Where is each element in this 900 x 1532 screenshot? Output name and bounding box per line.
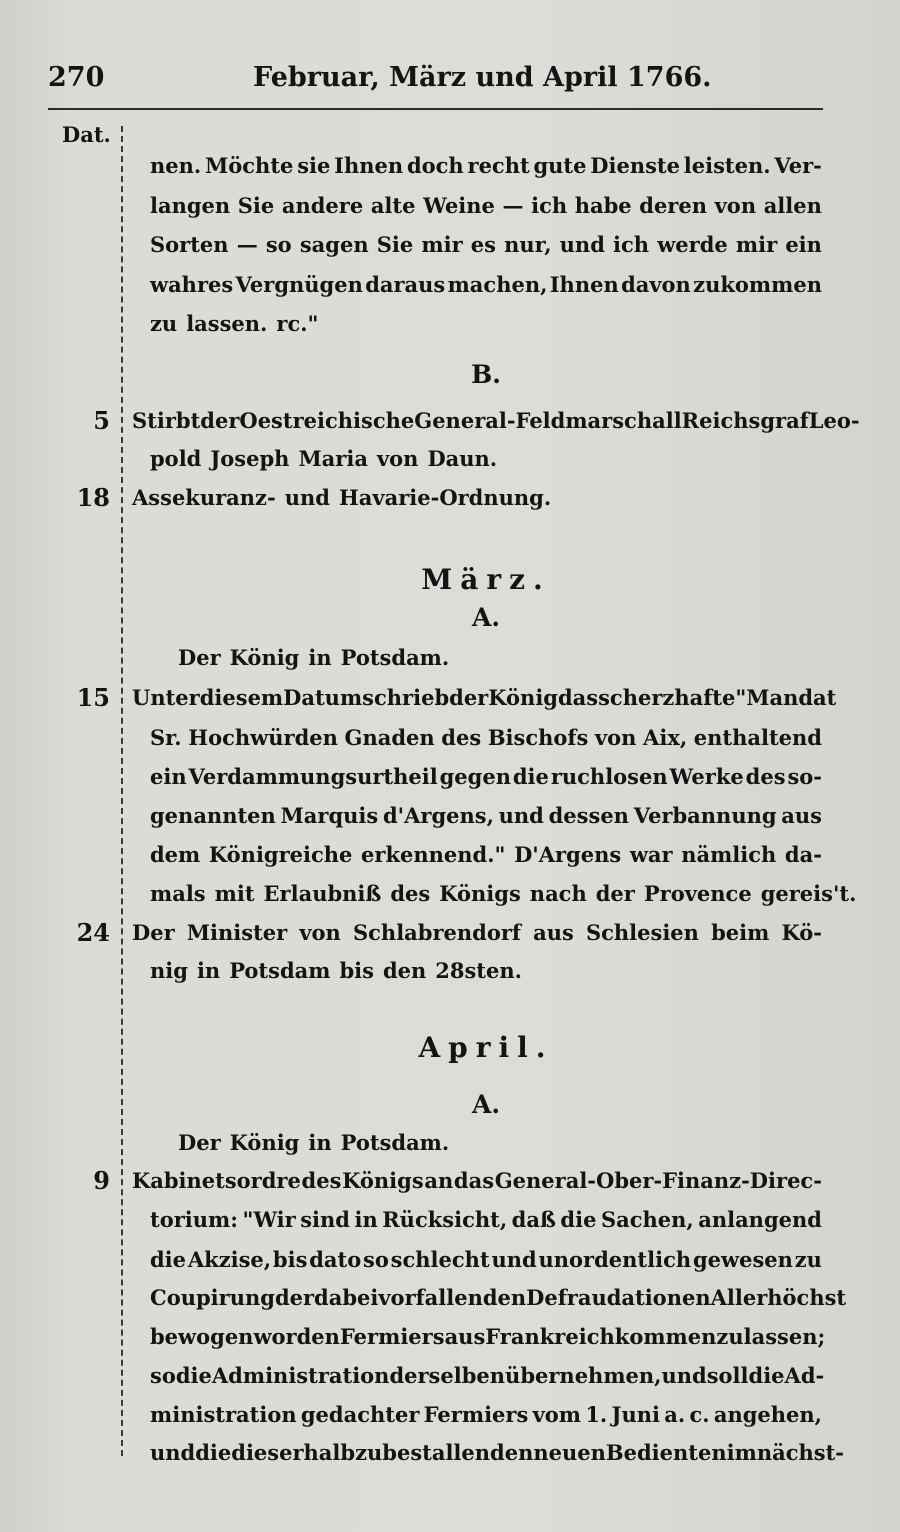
word: so [265, 232, 292, 257]
word: nächst- [756, 1440, 844, 1465]
word: Kabinetsordre [132, 1168, 301, 1193]
word: Akzise, [187, 1247, 272, 1272]
word: mir [735, 232, 778, 257]
text-line [150, 272, 822, 310]
page-header [48, 62, 828, 102]
word: c. [689, 1402, 710, 1427]
section-heading: A. [471, 1090, 501, 1119]
word: Bedienten [605, 1440, 727, 1465]
text-line [150, 725, 822, 763]
word: des [745, 764, 786, 789]
word: Der [178, 645, 221, 670]
word: a. [664, 1402, 686, 1427]
word: Erlaubniß [263, 881, 382, 906]
word: anlangend [698, 1207, 822, 1232]
word: den [382, 958, 427, 983]
text-line [150, 842, 822, 880]
word: torium: [150, 1207, 238, 1232]
text-line [150, 311, 822, 349]
word: Joseph [210, 446, 290, 471]
word: pold [150, 446, 202, 471]
word: die [175, 1363, 212, 1388]
text-line [150, 1207, 822, 1245]
word: gedachter [300, 1402, 420, 1427]
word: des [441, 725, 482, 750]
word: Schlabrendorf [352, 920, 521, 945]
word: König [488, 685, 558, 710]
word: das [557, 685, 599, 710]
word: schrieb [362, 685, 450, 710]
word: rc." [276, 311, 319, 336]
word: war [629, 842, 673, 867]
word: Daun. [427, 446, 498, 471]
word: neuen [533, 1440, 606, 1465]
word: Ad- [784, 1363, 825, 1388]
word: Gnaden [344, 725, 435, 750]
running-title: Februar, März und April 1766. [253, 62, 712, 93]
word: Verbannung [633, 803, 777, 828]
word: Sr. [150, 725, 182, 750]
word: von [299, 920, 341, 945]
word: das [453, 1168, 495, 1193]
date-marker: 5 [93, 406, 110, 435]
word: Ver- [774, 153, 822, 178]
word: es [470, 232, 496, 257]
word: aus [533, 920, 574, 945]
word: Oestreichische [239, 408, 415, 433]
word: ich [531, 193, 568, 218]
word: daraus [365, 272, 446, 297]
header-rule [48, 108, 823, 110]
word: von [594, 725, 637, 750]
date-marker: 18 [76, 483, 110, 512]
word: Der [178, 1130, 221, 1155]
word: unordentlich [538, 1247, 692, 1272]
word: König [229, 1130, 300, 1155]
word: da- [784, 842, 822, 867]
word: König [229, 645, 300, 670]
word: bestallenden [382, 1440, 534, 1465]
word: sagen [299, 232, 369, 257]
word: gereis't. [760, 881, 857, 906]
word: ruchlosen [550, 764, 668, 789]
word: Schlesien [585, 920, 699, 945]
word: "Wir [242, 1207, 296, 1232]
word: D'Argens [514, 842, 622, 867]
word: die [560, 1207, 597, 1232]
word: des [390, 881, 431, 906]
word: recht [467, 153, 530, 178]
text-line [150, 1285, 847, 1323]
word: der [449, 685, 489, 710]
word: des [301, 1168, 342, 1193]
word: angehen, [713, 1402, 822, 1427]
text-line [178, 645, 822, 683]
text-line [150, 153, 822, 191]
word: und [559, 232, 605, 257]
word: scherzhafte [598, 685, 736, 710]
word: andere [281, 193, 364, 218]
word: lassen; [743, 1324, 826, 1349]
word: Unter [132, 685, 200, 710]
word: Administration [211, 1363, 390, 1388]
word: von [376, 446, 419, 471]
word: gewesen [692, 1247, 793, 1272]
text-line [150, 1324, 826, 1362]
word: Fermiers [339, 1324, 445, 1349]
word: Frankreich [485, 1324, 615, 1349]
word: die [150, 1247, 187, 1272]
section-heading: April. [418, 1031, 554, 1064]
word: in [354, 1207, 378, 1232]
word: Kö- [781, 920, 822, 945]
word: der [274, 1285, 315, 1310]
word: genannten [150, 803, 276, 828]
date-marker: 9 [93, 1166, 110, 1195]
word: mit [214, 881, 255, 906]
word: Sachen, [600, 1207, 694, 1232]
word: Hochwürden [188, 725, 338, 750]
text-line [178, 1130, 822, 1168]
word: mals [150, 881, 206, 906]
word: nur, [504, 232, 552, 257]
word: und [491, 1247, 537, 1272]
word: in [308, 1130, 332, 1155]
word: Werke [669, 764, 744, 789]
word: nach [529, 881, 587, 906]
word: übernehmen, [505, 1363, 662, 1388]
word: Königs [342, 1168, 424, 1193]
word: — [236, 232, 258, 257]
word: machen, [447, 272, 548, 297]
word: so [150, 1363, 176, 1388]
word: 1. [585, 1402, 608, 1427]
word: schlecht [390, 1247, 490, 1272]
word: Sie [237, 193, 275, 218]
word: der [595, 881, 635, 906]
word: langen [150, 193, 231, 218]
word: Weine [423, 193, 495, 218]
text-line [150, 193, 822, 231]
word: bewogen [150, 1324, 254, 1349]
word: Verdammungsurtheil [188, 764, 438, 789]
word: allen [763, 193, 822, 218]
text-line [150, 446, 822, 484]
text-line [132, 408, 860, 446]
word: nig [150, 958, 188, 983]
section-heading: B. [471, 360, 501, 389]
word: und [284, 485, 330, 510]
word: dem [150, 842, 201, 867]
word: Provence [643, 881, 752, 906]
word: und [498, 803, 544, 828]
word: und [661, 1363, 707, 1388]
word: wahres [150, 272, 234, 297]
word: Ihnen [334, 153, 404, 178]
word: General-Feldmarschall [414, 408, 682, 433]
word: so- [787, 764, 822, 789]
word: dessen [548, 803, 629, 828]
word: worden [253, 1324, 340, 1349]
word: sie [297, 153, 331, 178]
text-line [150, 1402, 822, 1440]
date-marker: 24 [76, 918, 110, 947]
word: Vergnügen [235, 272, 363, 297]
word: Leo- [808, 408, 860, 433]
text-line [150, 1363, 825, 1401]
word: nen. [150, 153, 202, 178]
word: zukommen [693, 272, 822, 297]
word: aus [781, 803, 822, 828]
text-line [150, 232, 822, 270]
word: Datum [283, 685, 363, 710]
word: doch [406, 153, 464, 178]
text-line [132, 685, 837, 723]
text-line [150, 1247, 822, 1285]
text-line [150, 958, 822, 996]
word: Allerhöchst [710, 1285, 847, 1310]
word: alte [370, 193, 416, 218]
text-line [150, 764, 822, 802]
word: beim [711, 920, 770, 945]
word: 28sten. [435, 958, 522, 983]
word: derselben [389, 1363, 506, 1388]
word: Minister [186, 920, 288, 945]
word: die [195, 1440, 232, 1465]
text-line [132, 920, 822, 958]
word: dieserhalb [231, 1440, 356, 1465]
word: diesem [199, 685, 284, 710]
word: leisten. [683, 153, 771, 178]
word: so [363, 1247, 389, 1272]
word: Sorten [150, 232, 229, 257]
word: aus [444, 1324, 486, 1349]
word: kommen [614, 1324, 717, 1349]
word: werde [657, 232, 728, 257]
word: Havarie-Ordnung. [338, 485, 552, 510]
word: Königs [439, 881, 521, 906]
page-number: 270 [48, 62, 105, 93]
word: Bischofs [487, 725, 589, 750]
margin-rule [121, 126, 123, 1456]
word: an [424, 1168, 454, 1193]
word: bis [339, 958, 374, 983]
text-line [150, 1440, 844, 1478]
word: zu [150, 311, 178, 336]
word: habe [574, 193, 632, 218]
word: Assekuranz- [132, 485, 276, 510]
word: vorfallenden [378, 1285, 527, 1310]
word: zu [794, 1247, 822, 1272]
word: davon [621, 272, 691, 297]
word: dato [309, 1247, 362, 1272]
word: Aix, [643, 725, 688, 750]
word: und [150, 1440, 196, 1465]
word: von [714, 193, 757, 218]
word: in [196, 958, 221, 983]
word: zu [716, 1324, 744, 1349]
word: Potsdam [229, 958, 331, 983]
word: gute [533, 153, 587, 178]
section-heading: März. [421, 563, 551, 596]
word: Der [132, 920, 175, 945]
word: im [726, 1440, 757, 1465]
word: die [748, 1363, 785, 1388]
date-marker: 15 [76, 683, 110, 712]
word: enthaltend [693, 725, 822, 750]
word: deren [639, 193, 708, 218]
word: Potsdam. [340, 645, 450, 670]
word: bis [272, 1247, 308, 1272]
word: die [512, 764, 549, 789]
word: lassen. [186, 311, 268, 336]
word: General-Ober-Finanz-Direc- [494, 1168, 822, 1193]
word: erkennend." [361, 842, 506, 867]
word: ministration [150, 1402, 297, 1427]
text-line [132, 485, 822, 523]
word: ein [150, 764, 187, 789]
word: Rücksicht, [382, 1207, 508, 1232]
word: Sie [376, 232, 414, 257]
word: Möchte [205, 153, 294, 178]
word: Juni [611, 1402, 660, 1427]
word: Marquis [280, 803, 379, 828]
word: ein [785, 232, 822, 257]
word: Königreiche [208, 842, 353, 867]
word: Dienste [590, 153, 680, 178]
word: Stirbt [132, 408, 201, 433]
date-column-label: Dat. [62, 122, 111, 147]
word: sind [300, 1207, 350, 1232]
word: Reichsgraf [681, 408, 809, 433]
word: Coupirung [150, 1285, 275, 1310]
section-heading: A. [471, 603, 501, 632]
word: gegen [439, 764, 511, 789]
word: ich [613, 232, 650, 257]
word: Potsdam. [340, 1130, 450, 1155]
word: in [308, 645, 332, 670]
word: zu [355, 1440, 383, 1465]
word: dabei [314, 1285, 379, 1310]
word: mir [421, 232, 463, 257]
word: — [502, 193, 524, 218]
word: Defraudationen [526, 1285, 711, 1310]
word: Ihnen [549, 272, 619, 297]
word: nämlich [681, 842, 777, 867]
text-line [150, 881, 857, 919]
word: Fermiers [423, 1402, 529, 1427]
word: "Mandat [735, 685, 837, 710]
text-line [132, 1168, 822, 1206]
word: der [200, 408, 240, 433]
text-line [150, 803, 822, 841]
word: vom [532, 1402, 582, 1427]
word: Maria [298, 446, 368, 471]
word: daß [511, 1207, 556, 1232]
word: d'Argens, [382, 803, 494, 828]
word: soll [706, 1363, 749, 1388]
